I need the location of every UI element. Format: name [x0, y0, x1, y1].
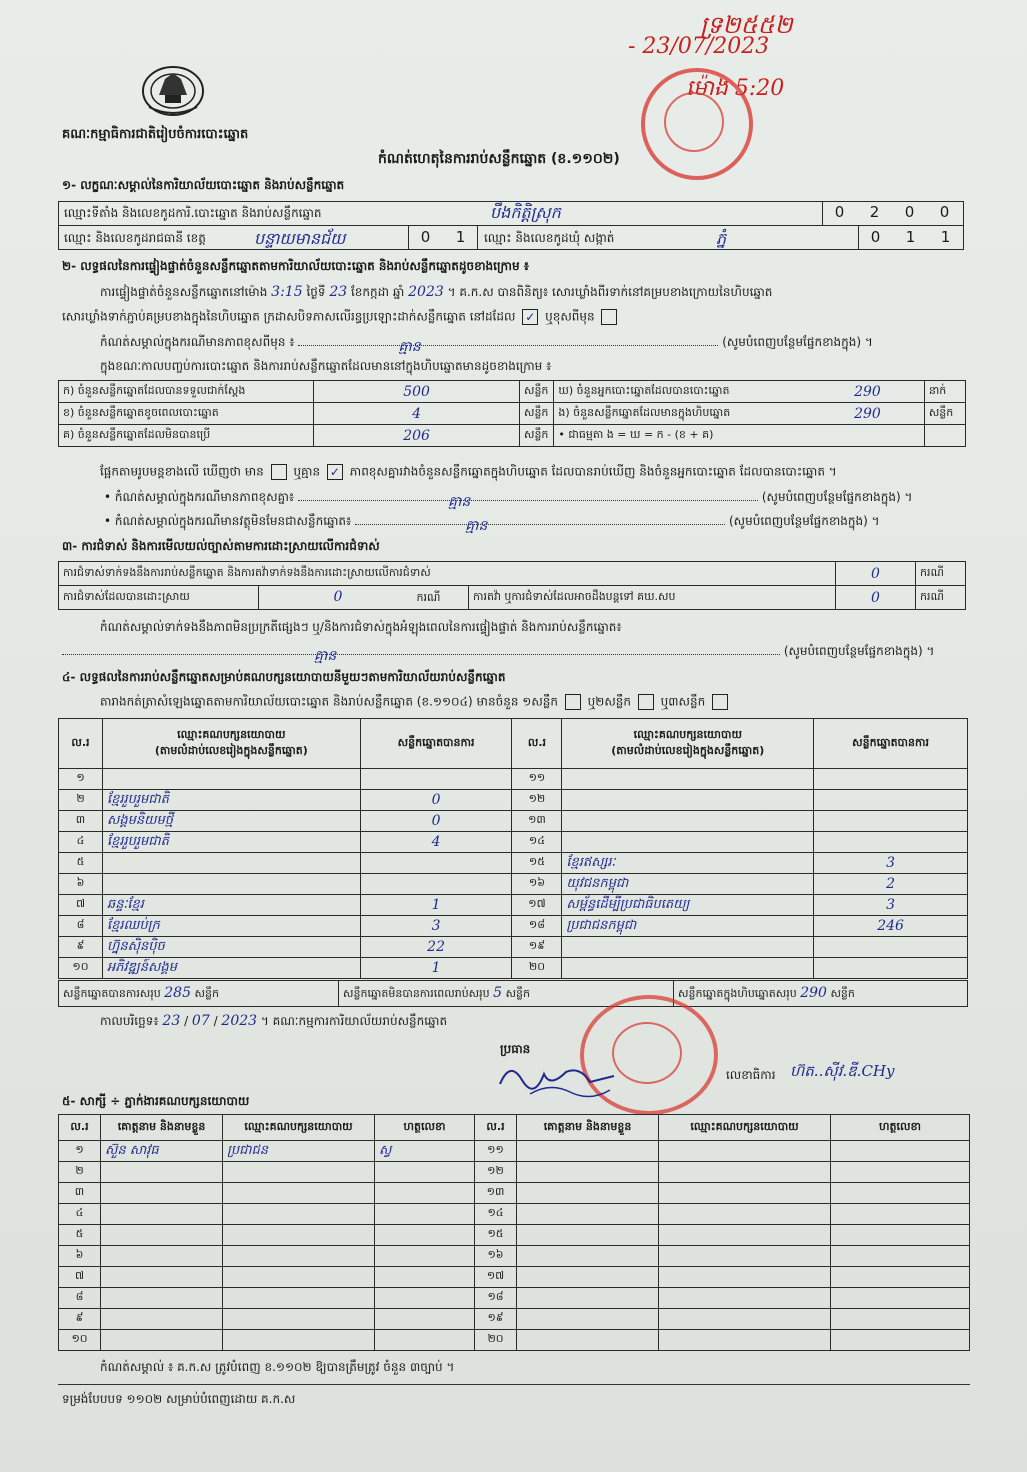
- secretary-signature: ហ៊ត..ស៊ីវ.ឌី.CHy: [790, 1062, 895, 1080]
- same-checkbox[interactable]: ✓: [522, 309, 538, 325]
- section-2-heading: ២- លទ្ធផលនៃការផ្ទៀងផ្ទាត់ចំនួនសន្លឹកឆ្នោតតាមការិយាល័យបោះឆ្នោត និងរាប់សន្លឹកឆ្នោតដូចខាងក្រោម ៖: [62, 259, 530, 273]
- witness-signature: [375, 1309, 475, 1330]
- compare-line: ផ្អែកតាមរូបមន្តខាងលើ ឃើញថា មាន ឬគ្មាន ✓ ភាពខុសគ្នារវាងចំនួនសន្លឹកឆ្នោតក្នុងហិបឆ្នោត ដែលបានរាប់ឃើញ និងចំនួនអ្នកបោះឆ្នោត ដែលបានបោះឆ្នោត ។: [100, 464, 837, 479]
- count-value-2: 290: [811, 381, 924, 403]
- foreign-object-note: • កំណត់សម្គាល់ក្នុងករណីមានវត្ថុមិនមែនជាសន្លឹកឆ្នោត៖ គ្មាន (សូមបំពេញបន្ថែមផ្នែកខាងក្នុង) ។: [104, 514, 880, 534]
- section-5-heading: ៥- សាក្សី ÷ ភ្នាក់ងារគណបក្សនយោបាយ: [62, 1094, 250, 1108]
- witness-signature: [375, 1225, 475, 1246]
- no-difference-checkbox[interactable]: ✓: [327, 464, 343, 480]
- witness-party: [223, 1267, 375, 1288]
- party-row: ១០ អភិវឌ្ឍន៍សង្គម 1 ២០: [59, 958, 968, 979]
- party-votes: [814, 832, 968, 853]
- complaints-table: ការជំទាស់ទាក់ទងនឹងការរាប់សន្លឹកឆ្នោត និងការតវ៉ាទាក់ទងនឹងការដោះស្រាយលើការជំទាស់ 0 ករណី ការជំទាស់ដែលបានដោះស្រាយ 0 ករណី ការតវ៉ា ឬការជំទាស់ដែលអាចដឹងបន្តទៅ គឃ.សប 0 ករណី: [58, 561, 966, 610]
- report-date: កាលបរិច្ឆេទ៖ 23 / 07 / 2023 ។ គណៈកម្មការការិយាល័យរាប់សន្លឹកឆ្នោត: [100, 1013, 448, 1029]
- witness-name: [101, 1225, 223, 1246]
- witness-name: [101, 1330, 223, 1351]
- party-name: ឆន្ទៈខ្មែរ: [102, 895, 360, 916]
- witness-party: [223, 1162, 375, 1183]
- party-name: ខ្មែរឥស្សរៈ: [562, 853, 814, 874]
- party-row: ៩ ហ្វ៊ុនស៊ិនប៉ិច 22 ១៩: [59, 937, 968, 958]
- province-code: 0 1: [420, 228, 466, 246]
- count-value: 4: [314, 403, 520, 425]
- party-votes: 1: [360, 958, 512, 979]
- party-votes: 22: [360, 937, 512, 958]
- commune-code: 0 1 1: [870, 228, 951, 246]
- party-votes: [814, 769, 968, 790]
- two-sheet-checkbox[interactable]: [638, 694, 654, 710]
- party-name: [562, 937, 814, 958]
- party-name: ខ្មែរឈប់ក្រ: [102, 916, 360, 937]
- top-hand-line-1: ទ្រ២៥៥២: [700, 11, 793, 39]
- party-name: [562, 958, 814, 979]
- witness-party: [223, 1246, 375, 1267]
- witness-row: ៣ ១៣: [59, 1183, 970, 1204]
- ballot-count-row: គ) ចំនួនសន្លឹកឆ្នោតដែលមិនបានប្រើ 206 សន្លឹក • ជាធម្មតា ង = ឃ = ក - (ខ + គ): [59, 425, 966, 447]
- count-value: 206: [314, 425, 520, 447]
- party-votes: 2: [814, 874, 968, 895]
- party-name: ហ្វ៊ុនស៊ិនប៉ិច: [102, 937, 360, 958]
- different-checkbox[interactable]: [601, 309, 617, 325]
- top-hand-line-2: - 23/07/2023: [628, 34, 770, 59]
- place-label: ឈ្មោះទីតាំង និងលេខកូដការិ.បោះឆ្នោត និងរាប់សន្លឹកឆ្នោត: [64, 206, 322, 220]
- form-footer: ទម្រង់បែបបទ ១១០២ សម្រាប់បំពេញដោយ គ.ក.ស: [62, 1392, 296, 1406]
- commune-label: ឈ្មោះ និងលេខកូដឃុំ សង្កាត់: [484, 231, 615, 245]
- witness-name: [101, 1162, 223, 1183]
- verify-note: កំណត់សម្គាល់ក្នុងករណីមានភាពខុសពីមុន ៖ គ្មាន (សូមបំពេញបន្ថែមផ្នែកខាងក្នុង) ។: [100, 335, 873, 355]
- complaint-row-1-label: ការជំទាស់ទាក់ទងនឹងការរាប់សន្លឹកឆ្នោត និងការតវ៉ាទាក់ទងនឹងការដោះស្រាយលើការជំទាស់: [59, 562, 836, 586]
- secretary-label: លេខាធិការ: [726, 1068, 776, 1082]
- commune-value: ភ្នំ: [716, 229, 727, 248]
- tally-sheet-line: តារាងកត់ត្រាសំឡេងឆ្នោតតាមការិយាល័យបោះឆ្នោត និងរាប់សន្លឹកឆ្នោត (ខ.១១០៤) មានចំនួន ១សន្លឹក ឬ២សន្លឹក ឬ៣សន្លឹក: [100, 694, 731, 710]
- witness-party: [223, 1183, 375, 1204]
- witness-row: ៨ ១៨: [59, 1288, 970, 1309]
- place-value: បឹងកិត្តិស្រុក: [490, 203, 561, 222]
- resolved-value: 0: [333, 588, 343, 605]
- witness-party: [223, 1225, 375, 1246]
- witness-signature: [375, 1162, 475, 1183]
- escalated-value: 0: [836, 586, 916, 610]
- chair-label: ប្រធាន: [500, 1042, 531, 1056]
- section-3-heading: ៣- ការជំទាស់ និងការមើលយល់ច្បាស់តាមការដោះស្រាយលើការជំទាស់: [62, 539, 380, 553]
- witness-name: [101, 1267, 223, 1288]
- party-votes: [814, 958, 968, 979]
- ballot-count-row: ក) ចំនួនសន្លឹកឆ្នោតដែលបានទទួលជាក់ស្តែង 500 សន្លឹក ឃ) ចំនួនអ្នកបោះឆ្នោតដែលបានបោះឆ្នោត 290 នាក់: [59, 381, 966, 403]
- witness-name: [101, 1246, 223, 1267]
- verify-line-1: ការផ្ទៀងផ្ទាត់ចំនួនសន្លឹកឆ្នោតនៅម៉ោង 3:15 ថ្ងៃទី 23 ខែកក្កដា ឆ្នាំ 2023 ។ គ.ក.ស បានពិនិត្យ៖ សោរឃ្លាំងពីរទាក់នៅគម្របខាងក្រោយនៃហិបឆ្នោត: [100, 284, 773, 300]
- box-total: 290: [800, 984, 827, 1001]
- witness-party: [223, 1330, 375, 1351]
- witness-name: ស៊ួន សាវុធ: [101, 1141, 223, 1162]
- witness-signature: ស្វ: [375, 1141, 475, 1162]
- party-votes: [814, 811, 968, 832]
- witness-table: ល.រ គោត្តនាម និងនាមខ្លួន ឈ្មោះគណបក្សនយោបាយ ហត្ថលេខា ល.រ គោត្តនាម និងនាមខ្លួន ឈ្មោះគណបក្សនយោបាយ ហត្ថលេខា ១ ស៊ួន សាវុធ ប្រជាជន ស្វ ១១ ២ ១២ ៣ ១៣ ៤ ១៤ ៥ ១៥ ៦ ១៦ ៧ ១៧ ៨ ១៨ ៩ ១៩ ១០ ២០: [58, 1114, 970, 1351]
- party-votes: 3: [360, 916, 512, 937]
- witness-name: [101, 1204, 223, 1225]
- section-1-heading: ១- លក្ខណៈសម្គាល់នៃការិយាល័យបោះឆ្នោត និងរាប់សន្លឹកឆ្នោត: [62, 178, 345, 192]
- party-name: [562, 769, 814, 790]
- ballot-count-table: [58, 380, 966, 447]
- witness-row: ៥ ១៥: [59, 1225, 970, 1246]
- count-value-2: 290: [811, 403, 924, 425]
- witness-signature: [375, 1288, 475, 1309]
- party-votes: 0: [360, 811, 512, 832]
- party-votes: 3: [814, 895, 968, 916]
- chair-signature: [490, 1054, 630, 1100]
- witness-name: [101, 1309, 223, 1330]
- witness-party: [223, 1288, 375, 1309]
- province-value: បន្ទាយមានជ័យ: [254, 229, 346, 248]
- witness-party: ប្រជាជន: [223, 1141, 375, 1162]
- place-code: 0 2 0 0: [834, 203, 950, 221]
- form-title: កំណត់ហេតុនៃការរាប់សន្លឹកឆ្នោត (ខ.១១០២): [378, 151, 620, 167]
- verify-line-3: ក្នុងខណៈកាលបញ្ចប់ការបោះឆ្នោត និងការរាប់សន្លឹកឆ្នោតដែលមាននៅក្នុងហិបឆ្នោតមានដូចខាងក្រោម ៖: [100, 359, 552, 373]
- party-row: ៨ ខ្មែរឈប់ក្រ 3 ១៨ ប្រជាជនកម្ពុជា 246: [59, 916, 968, 937]
- witness-row: ២ ១២: [59, 1162, 970, 1183]
- party-name: ប្រជាជនកម្ពុជា: [562, 916, 814, 937]
- witness-signature: [375, 1183, 475, 1204]
- witness-party: [223, 1309, 375, 1330]
- witness-row: ៦ ១៦: [59, 1246, 970, 1267]
- party-name: [102, 874, 360, 895]
- party-name: ខ្មែររួបរួមជាតិ: [102, 790, 360, 811]
- party-name: [562, 790, 814, 811]
- party-name: យុវជនកម្ពុជា: [562, 874, 814, 895]
- party-row: ៦ ១៦ យុវជនកម្ពុជា 2: [59, 874, 968, 895]
- party-name: អភិវឌ្ឍន៍សង្គម: [102, 958, 360, 979]
- emblem-icon: [135, 55, 211, 121]
- witness-name: [101, 1183, 223, 1204]
- party-votes: 4: [360, 832, 512, 853]
- official-seal-top-inner: [664, 92, 724, 152]
- party-results-table: ល.រ ឈ្មោះគណបក្សនយោបាយ (តាមលំដាប់លេខរៀងក្នុងសន្លឹកឆ្នោត) សន្លឹកឆ្នោតបានការ ល.រ ឈ្មោះគណបក្សនយោបាយ (តាមលំដាប់លេខរៀងក្នុងសន្លឹកឆ្នោត) សន្លឹកឆ្នោតបានការ ១ ១១ ២ ខ្មែររួបរួមជាតិ 0 ១២ ៣ សង្គមនិយមថ្មី 0 ១៣ ៤ ខ្មែររួបរួមជាតិ 4 ១៤ ៥ ១៥ ខ្មែរឥស្សរៈ 3 ៦ ១៦ យុវជនកម្ពុជា 2 ៧ ឆន្ទៈខ្មែរ 1 ១៧ សម្ព័ន្ធដើម្បីប្រជាធិបតេយ្យ 3 ៨ ខ្មែរឈប់ក្រ 3 ១៨ ប្រជាជនកម្ពុជា 246 ៩ ហ្វ៊ុនស៊ិនប៉ិច 22 ១៩ ១០ អភិវឌ្ឍន៍សង្គម 1 ២០: [58, 718, 968, 979]
- party-name: [102, 769, 360, 790]
- party-row: ៥ ១៥ ខ្មែរឥស្សរៈ 3: [59, 853, 968, 874]
- witness-name: [101, 1288, 223, 1309]
- party-row: ២ ខ្មែររួបរួមជាតិ 0 ១២: [59, 790, 968, 811]
- party-votes: 3: [814, 853, 968, 874]
- party-name: សង្គមនិយមថ្មី: [102, 811, 360, 832]
- witness-row: ១០ ២០: [59, 1330, 970, 1351]
- party-votes: [814, 937, 968, 958]
- witness-row: ៤ ១៤: [59, 1204, 970, 1225]
- witness-row: ៩ ១៩: [59, 1309, 970, 1330]
- difference-note: • កំណត់សម្គាល់ក្នុងករណីមានភាពខុសគ្នា៖ គ្មាន (សូមបំពេញបន្ថែមផ្នែកខាងក្នុង) ។: [104, 490, 913, 510]
- irregularity-note-label: កំណត់សម្គាល់ទាក់ទងនឹងភាពមិនប្រក្រតីផ្សេងៗ ឬ/និងការជំទាស់ក្នុងអំឡុងពេលនៃការផ្ទៀងផ្ទាត់ និងការរាប់សន្លឹកឆ្នោត៖: [100, 620, 622, 634]
- party-votes: [360, 874, 512, 895]
- party-row: ៤ ខ្មែររួបរួមជាតិ 4 ១៤: [59, 832, 968, 853]
- party-row: ៣ សង្គមនិយមថ្មី 0 ១៣: [59, 811, 968, 832]
- party-votes: 0: [360, 790, 512, 811]
- witness-signature: [375, 1267, 475, 1288]
- party-name: [102, 853, 360, 874]
- witness-signature: [375, 1330, 475, 1351]
- party-row: ១ ១១: [59, 769, 968, 790]
- irregularity-note: គ្មាន (សូមបំពេញបន្ថែមផ្នែកខាងក្នុង) ។: [62, 644, 934, 659]
- party-name: [562, 832, 814, 853]
- count-value: 500: [314, 381, 520, 403]
- province-label: ឈ្មោះ និងលេខកូដរាជធានី ខេត្ត: [64, 231, 206, 245]
- ballot-count-row: ខ) ចំនួនសន្លឹកឆ្នោតខូចពេលបោះឆ្នោត 4 សន្លឹក ង) ចំនួនសន្លឹកឆ្នោតដែលមានក្នុងហិបឆ្នោត 290 សន្លឹក: [59, 403, 966, 425]
- party-votes: [360, 853, 512, 874]
- top-hand-line-3: ម៉ោង 5:20: [686, 76, 785, 101]
- party-votes: [360, 769, 512, 790]
- has-difference-checkbox[interactable]: [271, 464, 287, 480]
- footnote: កំណត់សម្គាល់ ៖ គ.ក.ស ត្រូវបំពេញ ខ.១១០២ ឱ្យបានត្រឹមត្រូវ ចំនួន ៣ច្បាប់ ។: [100, 1360, 455, 1374]
- footer-divider: [58, 1384, 970, 1385]
- count-value-2: [811, 425, 924, 447]
- party-votes: [814, 790, 968, 811]
- witness-row: ៧ ១៧: [59, 1267, 970, 1288]
- invalid-total: 5: [493, 984, 503, 1001]
- party-votes: 1: [360, 895, 512, 916]
- section-4-heading: ៤- លទ្ធផលនៃការរាប់សន្លឹកឆ្នោតសម្រាប់គណបក្សនយោបាយនីមួយៗតាមការិយាល័យរាប់សន្លឹកឆ្នោត: [62, 670, 506, 684]
- party-name: សម្ព័ន្ធដើម្បីប្រជាធិបតេយ្យ: [562, 895, 814, 916]
- party-row: ៧ ឆន្ទៈខ្មែរ 1 ១៧ សម្ព័ន្ធដើម្បីប្រជាធិបតេយ្យ 3: [59, 895, 968, 916]
- totals-row: សន្លឹកឆ្នោតបានការសរុប 285 សន្លឹក សន្លឹកឆ្នោតមិនបានការពេលរាប់សរុប 5 សន្លឹក សន្លឹកឆ្នោតក្នុងហិបឆ្នោតសរុប 290 សន្លឹក: [58, 980, 968, 1007]
- verify-line-2: សោរឃ្លាំងទាក់ភ្ជាប់គម្របខាងក្នុងនៃហិបឆ្នោត ក្រដាសបិទភាសលើរន្ធប្រឡោះដាក់សន្លឹកឆ្នោត នៅដដែល ✓ ឬខុសពីមុន: [62, 309, 620, 325]
- witness-row: ១ ស៊ួន សាវុធ ប្រជាជន ស្វ ១១: [59, 1141, 970, 1162]
- witness-party: [223, 1204, 375, 1225]
- party-name: [562, 811, 814, 832]
- party-votes: 246: [814, 916, 968, 937]
- witness-signature: [375, 1246, 475, 1267]
- valid-total: 285: [164, 984, 191, 1001]
- complaint-row-1-value: 0: [836, 562, 916, 586]
- witness-signature: [375, 1204, 475, 1225]
- party-name: ខ្មែររួបរួមជាតិ: [102, 832, 360, 853]
- three-sheet-checkbox[interactable]: [712, 694, 728, 710]
- org-name: គណៈកម្មាធិការជាតិរៀបចំការបោះឆ្នោត: [62, 127, 249, 142]
- one-sheet-checkbox[interactable]: [565, 694, 581, 710]
